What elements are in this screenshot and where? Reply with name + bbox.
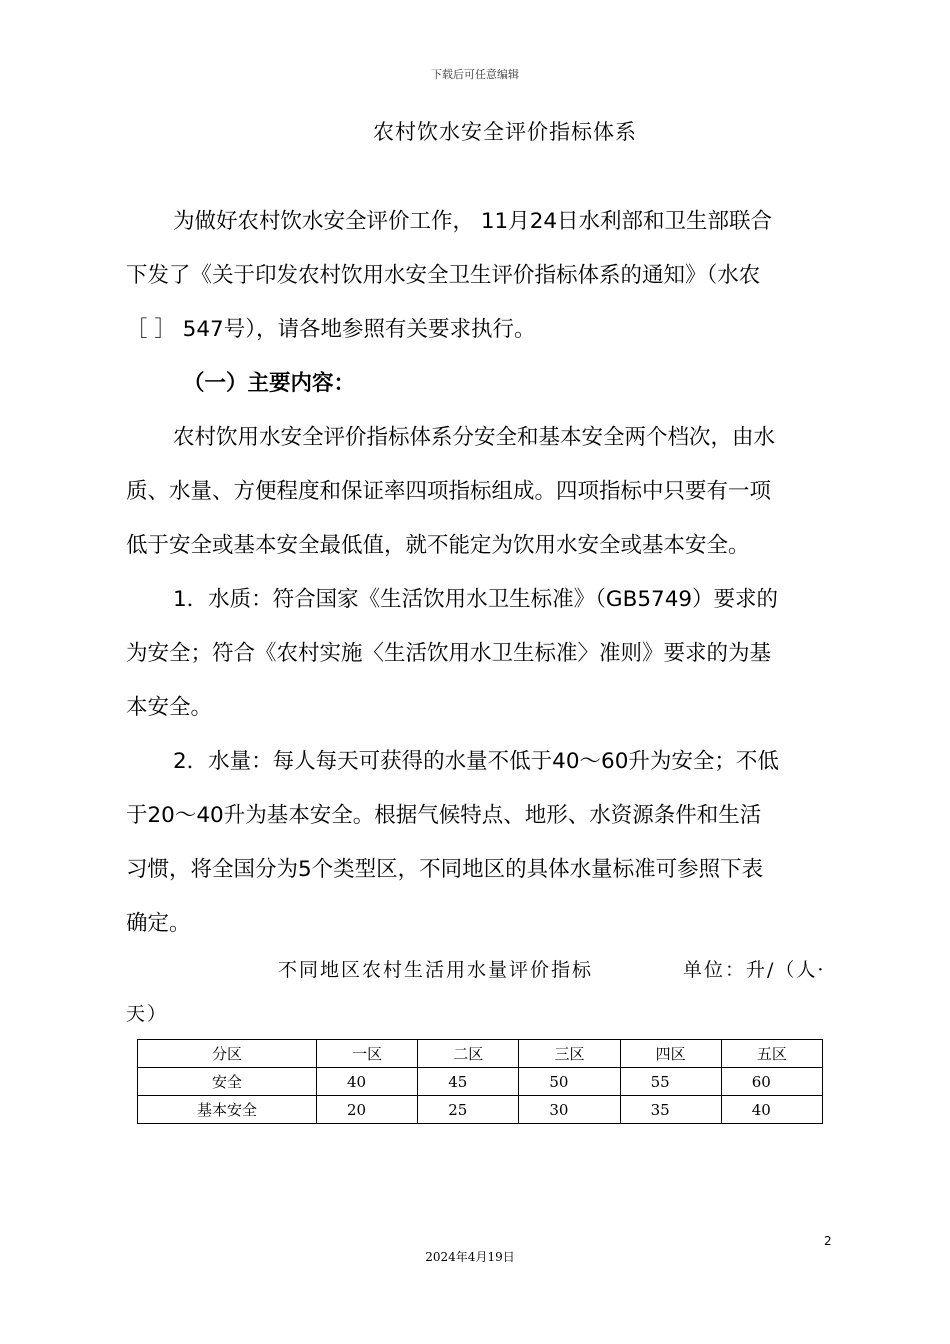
section-heading: （一）主要内容： — [183, 371, 356, 396]
paragraph-line: 下发了《关于印发农村饮用水安全卫生评价指标体系的通知》（水农 — [126, 263, 761, 288]
table-row — [138, 1096, 823, 1124]
paragraph-line: 于20～40升为基本安全。根据气候特点、地形、水资源条件和生活 — [126, 803, 762, 828]
table-cell: 40 — [721, 1096, 822, 1124]
paragraph-water-quantity — [126, 735, 834, 951]
table-cell: 20 — [317, 1096, 418, 1124]
table-cell: 30 — [519, 1096, 620, 1124]
table-title: 不同地区农村生活用水量评价指标 — [278, 959, 594, 981]
paragraph-line: ［ ］ 547号），请各地参照有关要求执行。 — [126, 317, 536, 342]
table-header-row — [138, 1040, 823, 1068]
table-unit-continued: 天） — [126, 1003, 169, 1025]
paragraph-line: 2．水量：每人每天可获得的水量不低于40～60升为安全；不低 — [173, 749, 779, 774]
table-row-label: 安全 — [138, 1068, 317, 1096]
table-cell: 25 — [418, 1096, 519, 1124]
table-header-cell: 四区 — [620, 1040, 721, 1068]
table-unit: 单位：升/（人· — [683, 959, 826, 981]
table-header-cell: 五区 — [721, 1040, 822, 1068]
page-number: 2 — [824, 1234, 832, 1248]
paragraph-line: 本安全。 — [126, 695, 213, 720]
paragraph-line: 低于安全或基本安全最低值，就不能定为饮用水安全或基本安全。 — [126, 533, 750, 558]
page-header: 下载后可任意编辑 — [431, 68, 519, 81]
table-header-cell: 二区 — [418, 1040, 519, 1068]
paragraph-line: 为做好农村饮水安全评价工作， 11月24日水利部和卫生部联合 — [173, 209, 773, 234]
table-row-label: 基本安全 — [138, 1096, 317, 1124]
paragraph-line: 为安全；符合《农村实施〈生活饮用水卫生标准〉准则》要求的为基 — [126, 641, 772, 666]
table-cell: 50 — [519, 1068, 620, 1096]
table-cell: 40 — [317, 1068, 418, 1096]
paragraph-intro — [126, 195, 834, 357]
document-title: 农村饮水安全评价指标体系 — [373, 120, 637, 144]
table-cell: 55 — [620, 1068, 721, 1096]
table-header-cell: 分区 — [138, 1040, 317, 1068]
paragraph-line: 农村饮用水安全评价指标体系分安全和基本安全两个档次，由水 — [173, 425, 776, 450]
paragraph-line: 确定。 — [126, 911, 191, 936]
table-header-cell: 一区 — [317, 1040, 418, 1068]
paragraph-line: 1．水质：符合国家《生活饮用水卫生标准》（GB5749）要求的 — [173, 587, 779, 612]
paragraph-line: 习惯，将全国分为5个类型区，不同地区的具体水量标准可参照下表 — [126, 857, 764, 882]
table-header-cell: 三区 — [519, 1040, 620, 1068]
paragraph-overview — [126, 411, 834, 573]
page-footer-date: 2024年4月19日 — [425, 1250, 515, 1264]
table-cell: 45 — [418, 1068, 519, 1096]
table-caption — [126, 955, 836, 1026]
table-cell: 35 — [620, 1096, 721, 1124]
table-cell: 60 — [721, 1068, 822, 1096]
paragraph-water-quality — [126, 573, 834, 735]
table-row — [138, 1068, 823, 1096]
paragraph-line: 质、水量、方便程度和保证率四项指标组成。四项指标中只要有一项 — [126, 479, 772, 504]
water-quantity-table — [137, 1039, 823, 1124]
